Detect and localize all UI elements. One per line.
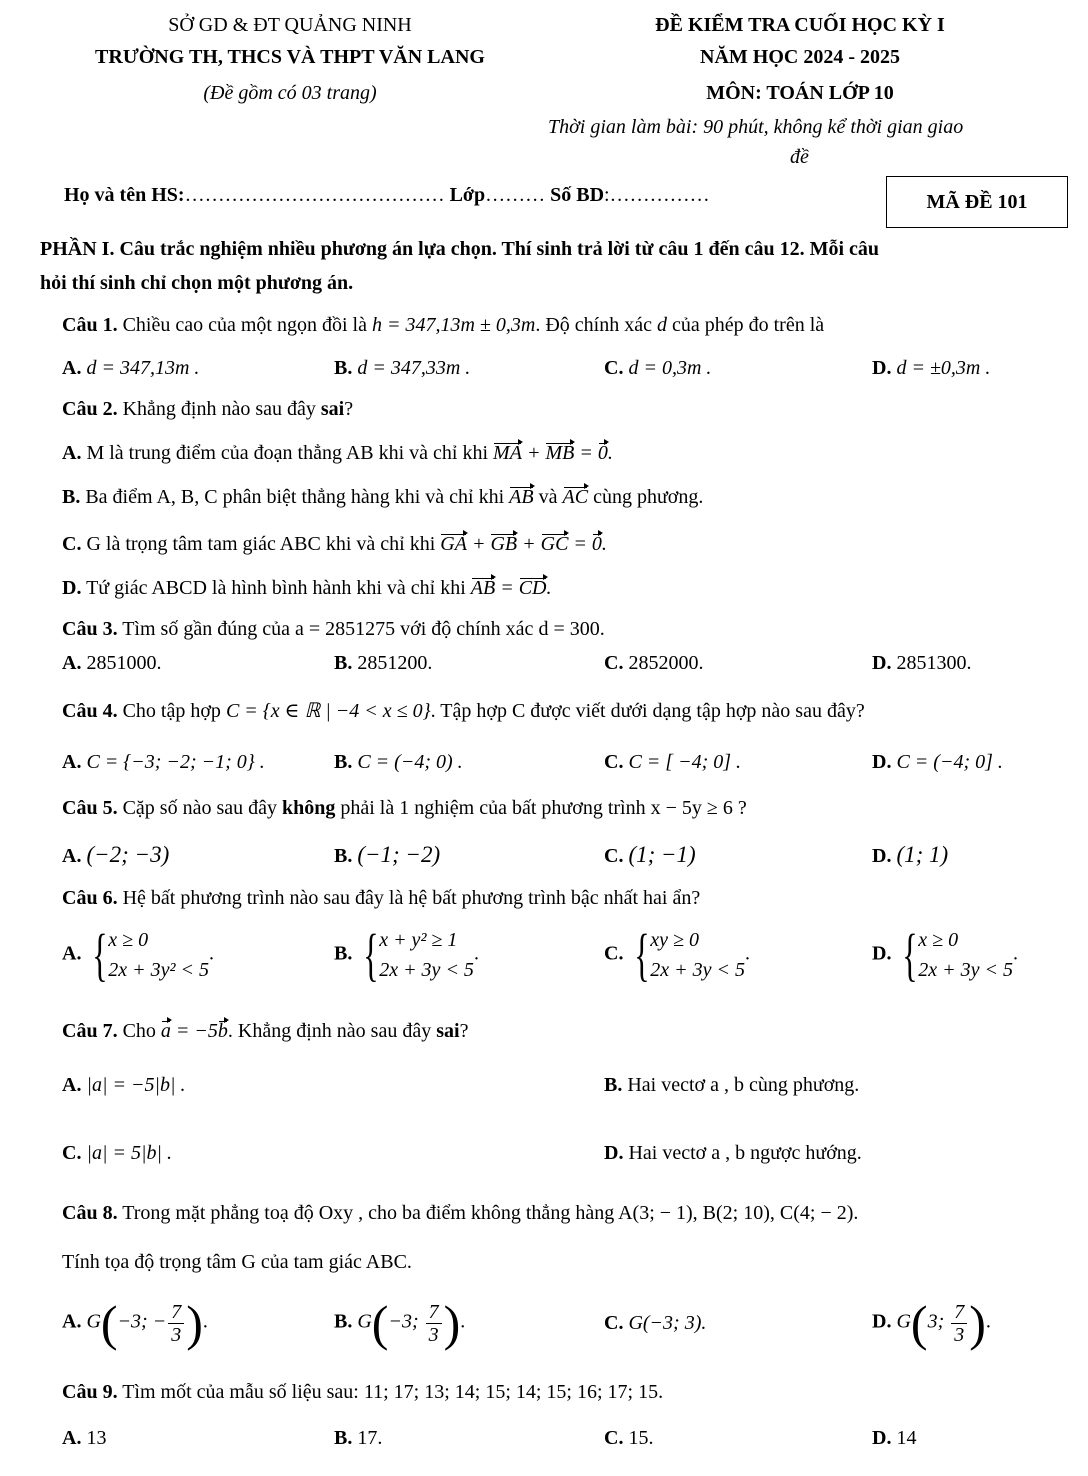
- option-letter: C.: [604, 845, 624, 867]
- option-text: Hai vectơ a , b ngược hướng.: [628, 1142, 862, 1164]
- option-text: G(−3; 3).: [628, 1312, 707, 1334]
- option-letter: A.: [62, 442, 82, 464]
- option-letter: C.: [604, 1427, 624, 1449]
- option-letter: B.: [334, 652, 353, 674]
- option-text: d = 347,33m .: [357, 357, 471, 379]
- option-letter: B.: [334, 942, 353, 965]
- section-heading-line-2: hỏi thí sinh chỉ chọn một phương án.: [40, 272, 354, 294]
- option-letter: D.: [872, 1427, 892, 1449]
- question-emphasis: sai: [436, 1020, 460, 1042]
- option-letter: B.: [334, 1427, 353, 1449]
- question-1: [62, 314, 824, 337]
- question-text: Cho tập hợp: [117, 700, 226, 722]
- option-letter: C.: [604, 1312, 624, 1334]
- option-letter: D.: [62, 577, 82, 599]
- option-text: 13: [86, 1427, 107, 1449]
- question-label: Câu 5.: [62, 797, 118, 819]
- option-text: C = (−4; 0) .: [357, 751, 463, 773]
- option-text: |a| = −5|b| .: [86, 1074, 186, 1096]
- class-dots: ………: [485, 184, 546, 206]
- question-math: C = {x ∈ ℝ | −4 < x ≤ 0}: [225, 700, 431, 722]
- option-text: cùng phương.: [588, 486, 704, 508]
- option-letter: D.: [872, 751, 892, 773]
- q4-option-a[interactable]: [62, 751, 265, 774]
- question-text: Tìm số gần đúng của a = 2851275 với độ chính xác d = 300.: [117, 618, 605, 640]
- q1-option-a[interactable]: [62, 357, 199, 380]
- option-text: d = 0,3m .: [628, 357, 712, 379]
- question-2: [62, 398, 353, 421]
- option-text: M là trung điểm của đoạn thẳng AB khi và chỉ khi: [86, 442, 494, 464]
- option-text: G là trọng tâm tam giác ABC khi và chỉ khi: [86, 533, 441, 555]
- option-text: 2851300.: [896, 652, 972, 674]
- question-5: [62, 797, 747, 820]
- option-letter: C.: [604, 751, 624, 773]
- option-text: 2851200.: [357, 652, 433, 674]
- option-letter: D.: [872, 942, 892, 965]
- option-letter: C.: [604, 652, 624, 674]
- question-emphasis: không: [282, 797, 336, 819]
- q6-option-d[interactable]: D. { x ≥ 0 2x + 3y < 5 .: [872, 922, 1019, 987]
- student-name-label: Họ và tên HS:: [64, 184, 185, 206]
- question-text: của phép đo trên là: [666, 314, 825, 336]
- q8-option-a[interactable]: A. G(−3; − $\frac{7}{3}$ ).: [62, 1295, 208, 1351]
- option-letter: B.: [334, 1310, 353, 1333]
- q6-option-c[interactable]: C. { xy ≥ 0 2x + 3y < 5 .: [604, 922, 751, 987]
- option-text: C = (−4; 0] .: [896, 751, 1003, 773]
- system-line: x + y² ≥ 1: [379, 929, 458, 951]
- question-text: Chiều cao của một ngọn đồi là: [117, 314, 372, 336]
- option-text: và: [533, 486, 563, 508]
- school-name: TRƯỜNG TH, THCS VÀ THPT VĂN LANG: [95, 46, 485, 68]
- option-letter: A.: [62, 1310, 82, 1333]
- option-letter: D.: [872, 652, 892, 674]
- school-year: NĂM HỌC 2024 - 2025: [700, 46, 900, 68]
- question-math: h = 347,13m ± 0,3m: [371, 314, 536, 336]
- question-text: . Tập hợp C được viết dưới dạng tập hợp nào sau đây?: [430, 700, 865, 722]
- q7-option-c[interactable]: [62, 1142, 172, 1165]
- option-letter: D.: [604, 1142, 624, 1164]
- option-letter: B.: [62, 486, 81, 508]
- system-line: x ≥ 0: [108, 929, 149, 951]
- question-emphasis: sai: [320, 398, 345, 420]
- question-text: Khẳng định nào sau đây: [117, 398, 321, 420]
- option-text: C = {−3; −2; −1; 0} .: [86, 751, 265, 773]
- system-line: 2x + 3y < 5: [650, 959, 746, 981]
- option-letter: D.: [872, 357, 892, 379]
- question-text: Hệ bất phương trình nào sau đây là hệ bất phương trình bậc nhất hai ẩn?: [117, 887, 701, 909]
- option-letter: C.: [62, 533, 82, 555]
- option-text: d = ±0,3m .: [896, 357, 991, 379]
- question-9: [62, 1381, 663, 1404]
- option-letter: B.: [334, 845, 353, 867]
- time-line-1: Thời gian làm bài: 90 phút, không kể thời gian giao: [548, 116, 964, 138]
- question-7: Câu 7. Cho a = −5b. Khẳng định nào sau đây sai?: [62, 1020, 469, 1042]
- q9-option-a[interactable]: [62, 1427, 106, 1450]
- question-math: d: [656, 314, 667, 336]
- q5-option-a[interactable]: [62, 842, 169, 868]
- sbd-dots: :……………: [604, 184, 710, 206]
- question-text: . Khẳng định nào sau đây: [227, 1020, 437, 1042]
- option-text: 2852000.: [628, 652, 704, 674]
- option-letter: C.: [62, 1142, 82, 1164]
- q1-option-b[interactable]: [334, 357, 470, 380]
- q3-option-b[interactable]: [334, 652, 432, 675]
- option-letter: B.: [334, 751, 353, 773]
- option-text: 17.: [357, 1427, 383, 1449]
- option-letter: B.: [604, 1074, 623, 1096]
- q9-option-b[interactable]: [334, 1427, 382, 1450]
- option-text: |a| = 5|b| .: [86, 1142, 172, 1164]
- q8-option-c[interactable]: [604, 1312, 706, 1335]
- department-name: SỞ GD & ĐT QUẢNG NINH: [168, 14, 412, 36]
- q1-option-c[interactable]: [604, 357, 711, 380]
- sbd-label: Số BD: [550, 184, 605, 206]
- q7-option-d[interactable]: [604, 1142, 862, 1165]
- option-text: (1; −1): [628, 842, 696, 867]
- option-text: 2851000.: [86, 652, 162, 674]
- q1-option-d[interactable]: [872, 357, 990, 380]
- option-letter: D.: [872, 845, 892, 867]
- question-label: Câu 1.: [62, 314, 118, 336]
- option-letter: A.: [62, 357, 82, 379]
- section-heading-line-1: PHẦN I. Câu trắc nghiệm nhiều phương án lựa chọn. Thí sinh trả lời từ câu 1 đến câu 12. Mỗi câu: [40, 238, 880, 260]
- option-text: (−1; −2): [357, 842, 441, 867]
- q2-option-d[interactable]: D. Tứ giác ABCD là hình bình hành khi và chỉ khi AB = CD.: [62, 577, 552, 599]
- q2-option-b[interactable]: B. Ba điểm A, B, C phân biệt thẳng hàng khi và chỉ khi AB và AC cùng phương.: [62, 486, 704, 508]
- subject: MÔN: TOÁN LỚP 10: [706, 82, 894, 104]
- q8-option-d[interactable]: D. G(3; $\frac{7}{3}$ ).: [872, 1295, 991, 1351]
- question-label: Câu 8.: [62, 1202, 118, 1224]
- option-letter: C.: [604, 942, 624, 965]
- exam-code-box: MÃ ĐỀ 101: [886, 176, 1068, 228]
- question-8-line-2: Tính tọa độ trọng tâm G của tam giác ABC.: [62, 1251, 412, 1273]
- exam-title: ĐỀ KIỂM TRA CUỐI HỌC KỲ I: [655, 14, 945, 36]
- option-text: Hai vectơ a , b cùng phương.: [627, 1074, 860, 1096]
- q3-option-d[interactable]: [872, 652, 971, 675]
- option-text: 14: [896, 1427, 917, 1449]
- option-letter: A.: [62, 1427, 82, 1449]
- option-text: 15.: [628, 1427, 654, 1449]
- q6-option-a[interactable]: A. { x ≥ 0 2x + 3y² < 5 .: [62, 922, 215, 987]
- q7-option-a[interactable]: [62, 1074, 185, 1097]
- option-letter: C.: [604, 357, 624, 379]
- option-text: d = 347,13m .: [86, 357, 200, 379]
- q5-option-b[interactable]: [334, 842, 440, 868]
- q8-option-b[interactable]: B. G(−3; $\frac{7}{3}$ ).: [334, 1295, 466, 1351]
- time-line-2: đề: [790, 146, 809, 168]
- question-8: [62, 1202, 858, 1225]
- question-text: ?: [344, 398, 354, 420]
- option-letter: A.: [62, 845, 82, 867]
- q4-option-c[interactable]: [604, 751, 741, 774]
- question-text: Tìm mốt của mẫu số liệu sau: 11; 17; 13; 14; 15; 14; 15; 16; 17; 15.: [117, 1381, 664, 1403]
- system-line: xy ≥ 0: [650, 929, 700, 951]
- question-text: phải là 1 nghiệm của bất phương trình x − 5y ≥ 6 ?: [335, 797, 747, 819]
- question-6: [62, 887, 700, 910]
- question-label: Câu 4.: [62, 700, 118, 722]
- q7-option-b[interactable]: [604, 1074, 859, 1097]
- q5-option-c[interactable]: [604, 842, 696, 868]
- student-name-dots: …………………………………: [184, 184, 445, 206]
- q9-option-c[interactable]: [604, 1427, 653, 1450]
- student-info: [64, 184, 710, 207]
- q3-option-a[interactable]: [62, 652, 161, 675]
- pages-note: (Đề gồm có 03 trang): [203, 82, 377, 104]
- q5-option-d[interactable]: [872, 842, 948, 868]
- option-text: (1; 1): [896, 842, 949, 867]
- question-label: Câu 3.: [62, 618, 118, 640]
- option-text: C = [ −4; 0] .: [628, 751, 742, 773]
- option-letter: A.: [62, 652, 82, 674]
- question-label: Câu 2.: [62, 398, 118, 420]
- option-text: Ba điểm A, B, C phân biệt thẳng hàng khi và chỉ khi: [85, 486, 510, 508]
- system-line: 2x + 3y² < 5: [108, 959, 210, 981]
- system-line: 2x + 3y < 5: [379, 959, 474, 981]
- question-label: Câu 7.: [62, 1020, 118, 1042]
- q6-option-b[interactable]: B. { x + y² ≥ 1 2x + 3y < 5 .: [334, 922, 479, 987]
- q4-option-b[interactable]: [334, 751, 463, 774]
- q3-option-c[interactable]: [604, 652, 703, 675]
- class-label: Lớp: [449, 184, 486, 206]
- option-letter: A.: [62, 1074, 82, 1096]
- option-text: Tứ giác ABCD là hình bình hành khi và chỉ khi: [86, 577, 471, 599]
- q4-option-d[interactable]: [872, 751, 1003, 774]
- system-line: x ≥ 0: [918, 929, 959, 951]
- question-text: ?: [459, 1020, 469, 1042]
- option-letter: D.: [872, 1310, 892, 1333]
- option-letter: A.: [62, 751, 82, 773]
- option-text: (−2; −3): [86, 842, 170, 867]
- option-letter: A.: [62, 942, 82, 965]
- system-line: 2x + 3y < 5: [918, 959, 1014, 981]
- question-label: Câu 9.: [62, 1381, 118, 1403]
- question-text: Cặp số nào sau đây: [117, 797, 282, 819]
- question-label: Câu 6.: [62, 887, 118, 909]
- question-text: Cho: [117, 1020, 161, 1042]
- question-4: [62, 698, 865, 723]
- q9-option-d[interactable]: [872, 1427, 916, 1450]
- q2-option-c[interactable]: C. G là trọng tâm tam giác ABC khi và chỉ khi GA + GB + GC = 0.: [62, 533, 607, 555]
- question-text: Trong mặt phẳng toạ độ Oxy , cho ba điểm không thẳng hàng A(3; − 1), B(2; 10), C(4; − 2).: [117, 1202, 859, 1224]
- option-letter: B.: [334, 357, 353, 379]
- question-3: [62, 618, 605, 641]
- q2-option-a[interactable]: A. M là trung điểm của đoạn thẳng AB khi và chỉ khi MA + MB = 0.: [62, 442, 613, 464]
- question-text: . Độ chính xác: [535, 314, 657, 336]
